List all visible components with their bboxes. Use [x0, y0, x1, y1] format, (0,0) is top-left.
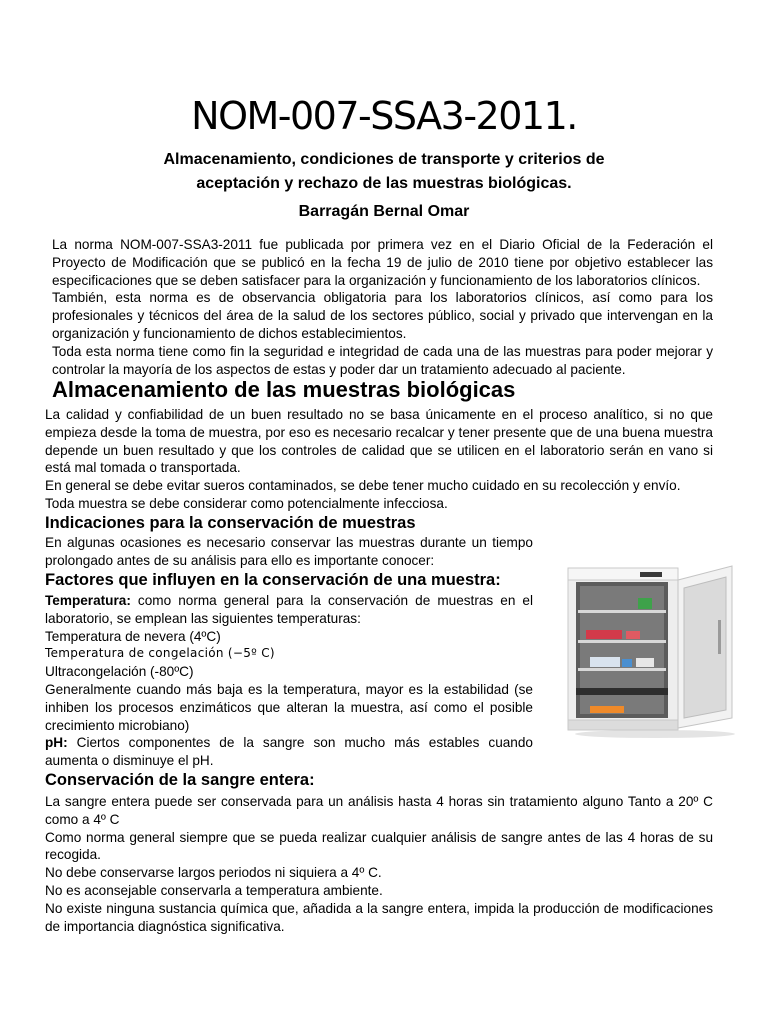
whole-blood-paragraph-3: No debe conservarse largos periodos ni siquiera a 4º C.: [45, 865, 382, 881]
whole-blood-paragraph-4: No es aconsejable conservarla a temperatura ambiente.: [45, 882, 383, 898]
subtitle-line-2: aceptación y rechazo de las muestras biológicas.: [196, 175, 572, 192]
document-subtitle: [60, 148, 708, 196]
ph-paragraph: [45, 734, 533, 770]
storage-block: [45, 406, 713, 513]
temperature-item-3: Ultracongelación (-80ºC): [45, 664, 194, 680]
intro-paragraph-2: También, esta norma es de observancia obligatoria para los laboratorios clínicos, así como para los profesionales y técnicos del área de la salud de los sectores público, social y privado que intervengan en la organización y funcionamiento de dichos establecimientos.: [52, 290, 713, 341]
temperature-label: Temperatura:: [45, 593, 131, 608]
whole-blood-paragraph-1: La sangre entera puede ser conservada para un análisis hasta 4 horas sin tratamiento alguno Tanto a 20º C como a 4º C: [45, 794, 713, 827]
storage-paragraph-1: La calidad y confiabilidad de un buen resultado no se basa únicamente en el proceso analítico, si no que empieza desde la toma de muestra, por eso es necesario recalcar y tener presente que de una buena muestra depende un buen resultado y que los controles de calidad que se utilicen en el laboratorio serán en vano si está mal tomada o transportada.: [45, 407, 713, 476]
temperature-note: Generalmente cuando más baja es la temperatura, mayor es la estabilidad (se inhiben los procesos enzimáticos que alteran la muestra, así como el posible crecimiento microbiano): [45, 681, 533, 733]
ph-label: pH:: [45, 735, 68, 751]
section-heading-storage: Almacenamiento de las muestras biológicas: [52, 377, 516, 402]
whole-blood-paragraph-2: Como norma general siempre que se pueda realizar cualquier análisis de sangre antes de las 4 horas de su recogida.: [45, 829, 713, 863]
storage-paragraph-3: Toda muestra se debe considerar como potencialmente infecciosa.: [45, 495, 448, 511]
storage-paragraph-2: En general se debe evitar sueros contaminados, se debe tener mucho cuidado en su recolección y envío.: [45, 478, 681, 494]
indications-paragraph: En algunas ocasiones es necesario conservar las muestras durante un tiempo prolongado antes de su análisis para ello es importante conocer:: [45, 535, 533, 568]
temperature-paragraph: [45, 592, 533, 628]
section-heading-whole-blood: Conservación de la sangre entera:: [45, 771, 315, 789]
author-name: Barragán Bernal Omar: [298, 203, 470, 220]
section-heading-indications: Indicaciones para la conservación de muestras: [45, 514, 416, 532]
factors-block: [45, 592, 533, 770]
temperature-item-1: Temperatura de nevera (4ºC): [45, 628, 221, 644]
indications-block: [45, 534, 533, 570]
whole-blood-paragraph-5: No existe ninguna sustancia química que, añadida a la sangre entera, impida la producción de modificaciones de importancia diagnóstica significativa.: [45, 900, 713, 934]
section-heading-factors: Factores que influyen en la conservación de una muestra:: [45, 571, 501, 589]
intro-paragraph-3: Toda esta norma tiene como fin la seguridad e integridad de cada una de las muestras para poder mejorar y controlar la mayoría de los aspectos de estas y poder dar un tratamiento adecuado al paciente.: [52, 343, 713, 377]
laboratory-refrigerator-image: [560, 560, 750, 740]
temperature-text: como norma general para la conservación de muestras en el laboratorio, se emplean las siguientes temperaturas:: [45, 593, 533, 626]
ph-text: Ciertos componentes de la sangre son mucho más estables cuando aumenta o disminuye el pH.: [45, 735, 533, 769]
temperature-item-2: Temperatura de congelación (−5º C): [45, 646, 275, 661]
whole-blood-block: [45, 793, 713, 935]
document-title: NOM-007-SSA3-2011.: [191, 94, 577, 138]
subtitle-line-1: Almacenamiento, condiciones de transporte y criterios de: [163, 151, 605, 168]
intro-block: [52, 236, 713, 378]
intro-paragraph-1: La norma NOM-007-SSA3-2011 fue publicada por primera vez en el Diario Oficial de la Federación el Proyecto de Modificación que se publicó en la fecha 19 de julio de 2010 tiene por objetivo establecer las especificaciones que se deben satisfacer para la organización y funcionamiento de los laboratorios clínicos.: [52, 237, 713, 288]
